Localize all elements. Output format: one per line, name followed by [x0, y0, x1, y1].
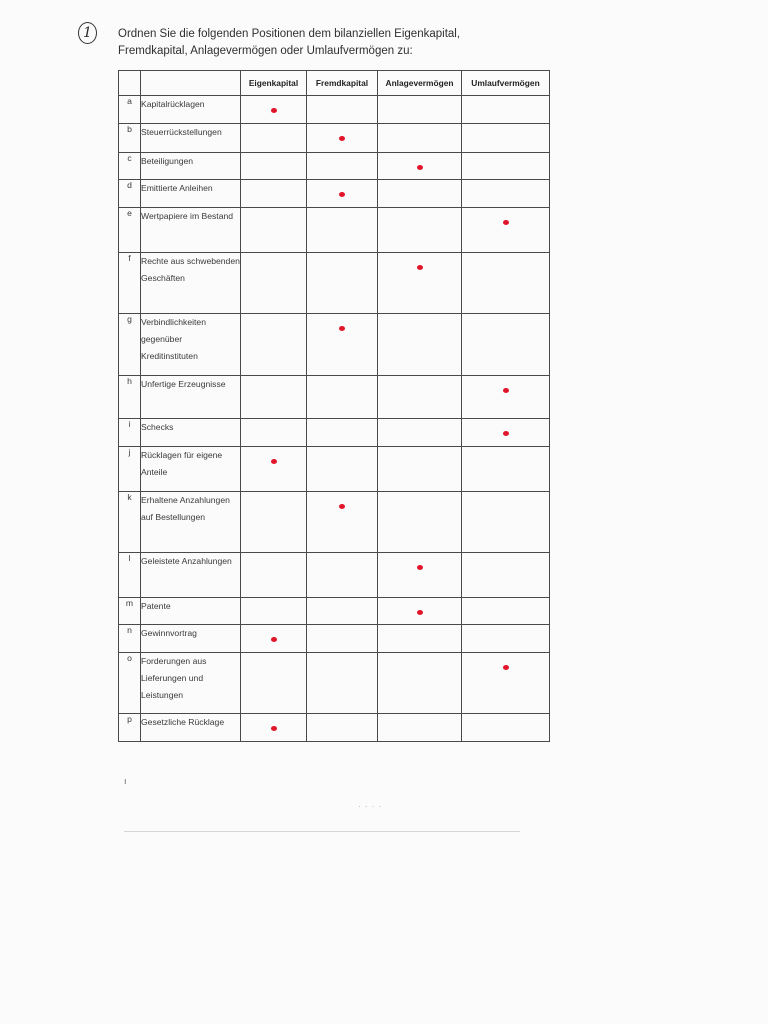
checkbox-cell[interactable]: [378, 96, 462, 124]
row-label: Steuerrückstellungen: [141, 124, 241, 153]
instructions-line-2: Fremdkapital, Anlagevermögen oder Umlaufvermögen zu:: [118, 45, 413, 57]
checkbox-cell[interactable]: [462, 253, 550, 314]
red-check-dot: [503, 431, 509, 436]
checkbox-cell[interactable]: [378, 447, 462, 492]
table-row: [119, 153, 550, 180]
checkbox-cell[interactable]: [462, 598, 550, 625]
checkbox-cell[interactable]: [307, 492, 378, 553]
checkbox-cell[interactable]: [378, 314, 462, 376]
checkbox-cell[interactable]: [241, 124, 307, 153]
row-label: Patente: [141, 598, 241, 625]
row-letter: e: [119, 208, 141, 253]
checkbox-cell[interactable]: [241, 653, 307, 714]
checkbox-cell[interactable]: [462, 553, 550, 598]
checkbox-cell[interactable]: [378, 124, 462, 153]
header-position: [141, 71, 241, 96]
checkbox-cell[interactable]: [378, 376, 462, 419]
checkbox-cell[interactable]: [241, 96, 307, 124]
table-row: [119, 376, 550, 419]
row-letter: f: [119, 253, 141, 314]
checkbox-cell[interactable]: [241, 598, 307, 625]
checkbox-cell[interactable]: [307, 208, 378, 253]
checkbox-cell[interactable]: [241, 180, 307, 208]
row-letter: b: [119, 124, 141, 153]
row-label: Forderungen aus Lieferungen und Leistungen: [141, 653, 241, 714]
checkbox-cell[interactable]: [307, 553, 378, 598]
table-row: [119, 180, 550, 208]
checkbox-cell[interactable]: [307, 419, 378, 447]
checkbox-cell[interactable]: [378, 553, 462, 598]
row-letter: c: [119, 153, 141, 180]
checkbox-cell[interactable]: [462, 653, 550, 714]
checkbox-cell[interactable]: [241, 253, 307, 314]
table-row: [119, 314, 550, 376]
checkbox-cell[interactable]: [241, 153, 307, 180]
row-letter: l: [119, 553, 141, 598]
checkbox-cell[interactable]: [307, 253, 378, 314]
red-check-dot: [271, 637, 277, 642]
checkbox-cell[interactable]: [378, 714, 462, 742]
row-label: Erhaltene Anzahlungen auf Bestellungen: [141, 492, 241, 553]
checkbox-cell[interactable]: [241, 447, 307, 492]
checkbox-cell[interactable]: [241, 714, 307, 742]
row-letter: h: [119, 376, 141, 419]
red-check-dot: [417, 165, 423, 170]
header-anlagevermoegen: Anlagevermögen: [378, 71, 462, 96]
checkbox-cell[interactable]: [307, 314, 378, 376]
table-row: [119, 253, 550, 314]
checkbox-cell[interactable]: [462, 447, 550, 492]
scan-artifact-mark: ı: [124, 776, 127, 786]
red-check-dot: [271, 108, 277, 113]
red-check-dot: [271, 459, 277, 464]
table-row: [119, 96, 550, 124]
assignment-table: [118, 70, 550, 742]
row-letter: k: [119, 492, 141, 553]
row-label: Gewinnvortrag: [141, 625, 241, 653]
red-check-dot: [339, 136, 345, 141]
checkbox-cell[interactable]: [241, 419, 307, 447]
checkbox-cell[interactable]: [378, 153, 462, 180]
table-row: [119, 419, 550, 447]
checkbox-cell[interactable]: [378, 598, 462, 625]
checkbox-cell[interactable]: [378, 208, 462, 253]
table-body: [119, 96, 550, 742]
table-row: [119, 714, 550, 742]
checkbox-cell[interactable]: [307, 124, 378, 153]
scan-artifact-line: [124, 831, 520, 832]
red-check-dot: [339, 192, 345, 197]
checkbox-cell[interactable]: [307, 714, 378, 742]
red-check-dot: [503, 388, 509, 393]
table-row: [119, 447, 550, 492]
row-letter: d: [119, 180, 141, 208]
checkbox-cell[interactable]: [378, 253, 462, 314]
row-label: Verbindlichkeiten gegenüber Kreditinstituten: [141, 314, 241, 376]
row-label: Rechte aus schwebenden Geschäften: [141, 253, 241, 314]
header-fremdkapital: Fremdkapital: [307, 71, 378, 96]
checkbox-cell[interactable]: [307, 625, 378, 653]
scan-artifact-dots: · · · ·: [358, 802, 383, 811]
row-label: Gesetzliche Rücklage: [141, 714, 241, 742]
checkbox-cell[interactable]: [241, 625, 307, 653]
red-check-dot: [339, 504, 345, 509]
header-umlaufvermoegen: Umlaufvermögen: [462, 71, 550, 96]
red-check-dot: [417, 265, 423, 270]
row-label: Wertpapiere im Bestand: [141, 208, 241, 253]
checkbox-cell[interactable]: [462, 208, 550, 253]
checkbox-cell[interactable]: [378, 419, 462, 447]
red-check-dot: [503, 665, 509, 670]
header-eigenkapital: Eigenkapital: [241, 71, 307, 96]
task-number-circle: 1: [78, 22, 97, 44]
row-label: Unfertige Erzeugnisse: [141, 376, 241, 419]
checkbox-cell[interactable]: [462, 419, 550, 447]
red-check-dot: [417, 610, 423, 615]
table-row: [119, 208, 550, 253]
checkbox-cell[interactable]: [378, 625, 462, 653]
checkbox-cell[interactable]: [378, 180, 462, 208]
row-label: Emittierte Anleihen: [141, 180, 241, 208]
checkbox-cell[interactable]: [307, 447, 378, 492]
checkbox-cell[interactable]: [241, 376, 307, 419]
checkbox-cell[interactable]: [307, 180, 378, 208]
row-letter: a: [119, 96, 141, 124]
row-label: Kapitalrücklagen: [141, 96, 241, 124]
checkbox-cell[interactable]: [241, 553, 307, 598]
checkbox-cell[interactable]: [462, 96, 550, 124]
row-letter: p: [119, 714, 141, 742]
checkbox-cell[interactable]: [307, 653, 378, 714]
row-label: Rücklagen für eigene Anteile: [141, 447, 241, 492]
red-check-dot: [271, 726, 277, 731]
checkbox-cell[interactable]: [241, 492, 307, 553]
checkbox-cell[interactable]: [307, 598, 378, 625]
checkbox-cell[interactable]: [307, 96, 378, 124]
task-instructions: [118, 26, 518, 60]
checkbox-cell[interactable]: [462, 376, 550, 419]
table-row: [119, 653, 550, 714]
checkbox-cell[interactable]: [378, 492, 462, 553]
checkbox-cell[interactable]: [462, 124, 550, 153]
header-letter: [119, 71, 141, 96]
checkbox-cell[interactable]: [462, 625, 550, 653]
table-header-row: [119, 71, 550, 96]
checkbox-cell[interactable]: [462, 180, 550, 208]
table-row: [119, 553, 550, 598]
row-label: Beteiligungen: [141, 153, 241, 180]
checkbox-cell[interactable]: [462, 714, 550, 742]
checkbox-cell[interactable]: [378, 653, 462, 714]
row-letter: j: [119, 447, 141, 492]
row-letter: i: [119, 419, 141, 447]
instructions-line-1: Ordnen Sie die folgenden Positionen dem bilanziellen Eigenkapital,: [118, 28, 461, 40]
row-letter: o: [119, 653, 141, 714]
checkbox-cell[interactable]: [462, 492, 550, 553]
row-letter: m: [119, 598, 141, 625]
table-row: [119, 598, 550, 625]
checkbox-cell[interactable]: [462, 153, 550, 180]
checkbox-cell[interactable]: [307, 153, 378, 180]
red-check-dot: [503, 220, 509, 225]
row-label: Geleistete Anzahlungen: [141, 553, 241, 598]
row-letter: g: [119, 314, 141, 376]
table-row: [119, 124, 550, 153]
checkbox-cell[interactable]: [307, 376, 378, 419]
checkbox-cell[interactable]: [462, 314, 550, 376]
table-row: [119, 625, 550, 653]
row-label: Schecks: [141, 419, 241, 447]
table-row: [119, 492, 550, 553]
red-check-dot: [417, 565, 423, 570]
checkbox-cell[interactable]: [241, 208, 307, 253]
red-check-dot: [339, 326, 345, 331]
checkbox-cell[interactable]: [241, 314, 307, 376]
row-letter: n: [119, 625, 141, 653]
